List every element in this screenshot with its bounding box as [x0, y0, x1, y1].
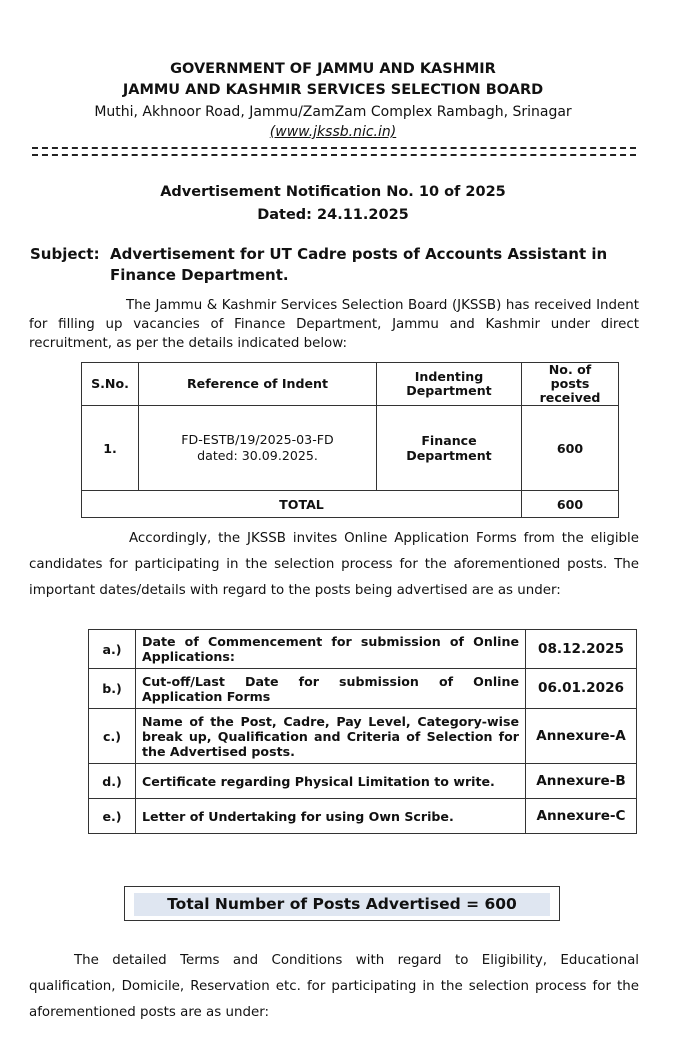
table-row	[82, 406, 619, 491]
intro-text: The Jammu & Kashmir Services Selection Board (JKSSB) has received Indent for filling up vacancies of Finance Department, Jammu and Kashmir under direct recruitment, as per the details indicated below:	[29, 298, 639, 351]
table-row	[89, 669, 637, 709]
detail-value: Annexure-A	[526, 709, 637, 764]
cell-reference	[139, 406, 377, 491]
header-website	[0, 124, 666, 140]
total-label: TOTAL	[82, 491, 522, 518]
intro-paragraph	[29, 296, 639, 353]
cell-sno: 1.	[82, 406, 139, 491]
detail-label: d.)	[89, 764, 136, 799]
detail-value: 06.01.2026	[526, 669, 637, 709]
total-posts-box	[124, 886, 560, 921]
indent-table-header	[82, 363, 619, 406]
detail-description: Name of the Post, Cadre, Pay Level, Category-wise break up, Qualification and Criteria of Selection for the Advertised posts.	[136, 709, 526, 764]
subject-label: Subject:	[30, 245, 100, 263]
header-address: Muthi, Akhnoor Road, Jammu/ZamZam Complex Rambagh, Srinagar	[94, 104, 572, 120]
header-government: GOVERNMENT OF JAMMU AND KASHMIR	[170, 61, 496, 77]
header-divider-bottom	[32, 154, 636, 156]
notification-date: Dated: 24.11.2025	[257, 207, 409, 223]
header-divider-top	[32, 147, 636, 149]
cell-department: Finance Department	[377, 406, 522, 491]
col-posts: No. of posts received	[522, 363, 619, 406]
detail-description: Cut-off/Last Date for submission of Online Application Forms	[136, 669, 526, 709]
detail-label: c.)	[89, 709, 136, 764]
website-link[interactable]: (www.jkssb.nic.in)	[269, 124, 397, 140]
indent-table	[81, 362, 619, 518]
col-reference: Reference of Indent	[139, 363, 377, 406]
detail-label: a.)	[89, 630, 136, 669]
detail-description: Date of Commencement for submission of Online Applications:	[136, 630, 526, 669]
terms-text: The detailed Terms and Conditions with regard to Eligibility, Educational qualification, Domicile, Reservation etc. for participating in the selection process for the aforementioned posts are as under:	[29, 953, 639, 1020]
cell-posts: 600	[522, 406, 619, 491]
notification-number: Advertisement Notification No. 10 of 2025	[160, 184, 506, 200]
total-value: 600	[522, 491, 619, 518]
col-sno: S.No.	[82, 363, 139, 406]
subject-text: Advertisement for UT Cadre posts of Accounts Assistant in Finance Department.	[110, 245, 608, 284]
important-dates-table	[88, 629, 637, 834]
table-row	[89, 799, 637, 834]
col-department: Indenting Department	[377, 363, 522, 406]
table-row	[89, 709, 637, 764]
header-board: JAMMU AND KASHMIR SERVICES SELECTION BOARD	[122, 82, 544, 98]
table-row	[89, 764, 637, 799]
reference-text: FD-ESTB/19/2025-03-FD dated: 30.09.2025.	[181, 432, 334, 463]
table-row	[89, 630, 637, 669]
accordingly-text: Accordingly, the JKSSB invites Online Application Forms from the eligible candidates for participating in the selection process for the aforementioned posts. The important dates/details with regard to the posts being advertised are as under:	[29, 531, 639, 598]
accordingly-paragraph	[29, 526, 639, 604]
detail-value: Annexure-B	[526, 764, 637, 799]
detail-description: Certificate regarding Physical Limitation to write.	[136, 764, 526, 799]
detail-label: e.)	[89, 799, 136, 834]
total-posts-text: Total Number of Posts Advertised = 600	[134, 893, 550, 916]
terms-paragraph	[29, 948, 639, 1026]
total-row	[82, 491, 619, 518]
detail-value: Annexure-C	[526, 799, 637, 834]
detail-label: b.)	[89, 669, 136, 709]
detail-value: 08.12.2025	[526, 630, 637, 669]
detail-description: Letter of Undertaking for using Own Scribe.	[136, 799, 526, 834]
